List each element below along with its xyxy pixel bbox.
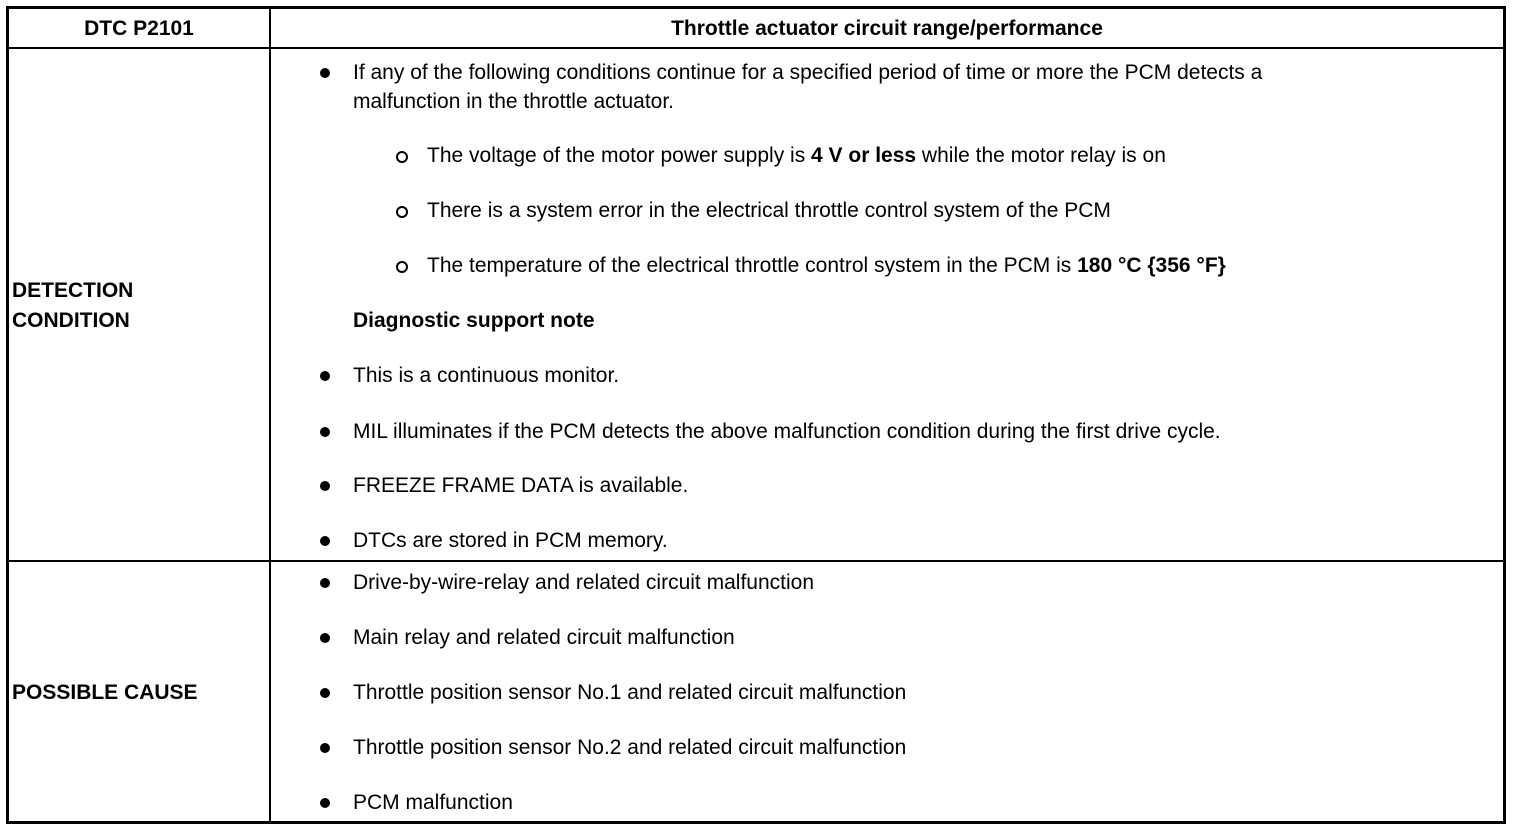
hollow-bullet-icon (396, 151, 408, 163)
cause-item: Main relay and related circuit malfunction (353, 626, 735, 649)
note-item: MIL illuminates if the PCM detects the above malfunction condition during the first drive cycle. (353, 420, 1221, 443)
bullet-icon (320, 688, 330, 698)
bullet-icon (320, 427, 330, 437)
detection-label-line2: CONDITION (12, 309, 130, 332)
bullet-icon (320, 536, 330, 546)
note-item: This is a continuous monitor. (353, 364, 620, 387)
dtc-code-header: DTC P2101 (84, 17, 194, 40)
section-divider (6, 560, 1506, 562)
detection-condition-label (12, 276, 133, 336)
condition-system-error: There is a system error in the electrical throttle control system of the PCM (427, 199, 1111, 222)
header-divider (6, 47, 1506, 49)
bullet-icon (320, 798, 330, 808)
condition-temperature: The temperature of the electrical throttle control system in the PCM is 180 °C {356 °F} (427, 254, 1226, 277)
bullet-icon (320, 68, 330, 78)
bullet-icon (320, 481, 330, 491)
dtc-title-header: Throttle actuator circuit range/performance (671, 17, 1103, 40)
cause-item: Drive-by-wire-relay and related circuit malfunction (353, 571, 814, 594)
bullet-icon (320, 578, 330, 588)
note-item: DTCs are stored in PCM memory. (353, 529, 668, 552)
possible-cause-label: POSSIBLE CAUSE (12, 681, 198, 704)
cause-item: PCM malfunction (353, 791, 513, 814)
note-item: FREEZE FRAME DATA is available. (353, 474, 689, 497)
cause-item: Throttle position sensor No.2 and related circuit malfunction (353, 736, 907, 759)
hollow-bullet-icon (396, 261, 408, 273)
detection-intro-line1: If any of the following conditions continue for a specified period of time or more the PCM detects a (353, 61, 1263, 84)
bullet-icon (320, 371, 330, 381)
cause-item: Throttle position sensor No.1 and related circuit malfunction (353, 681, 907, 704)
bullet-icon (320, 633, 330, 643)
bullet-icon (320, 743, 330, 753)
hollow-bullet-icon (396, 206, 408, 218)
detection-intro-line2: malfunction in the throttle actuator. (353, 90, 675, 113)
column-divider (269, 6, 271, 824)
diagnostic-note-heading: Diagnostic support note (353, 309, 595, 332)
condition-motor-voltage: The voltage of the motor power supply is 4 V or less while the motor relay is on (427, 144, 1166, 167)
detection-label-line1: DETECTION (12, 279, 134, 302)
